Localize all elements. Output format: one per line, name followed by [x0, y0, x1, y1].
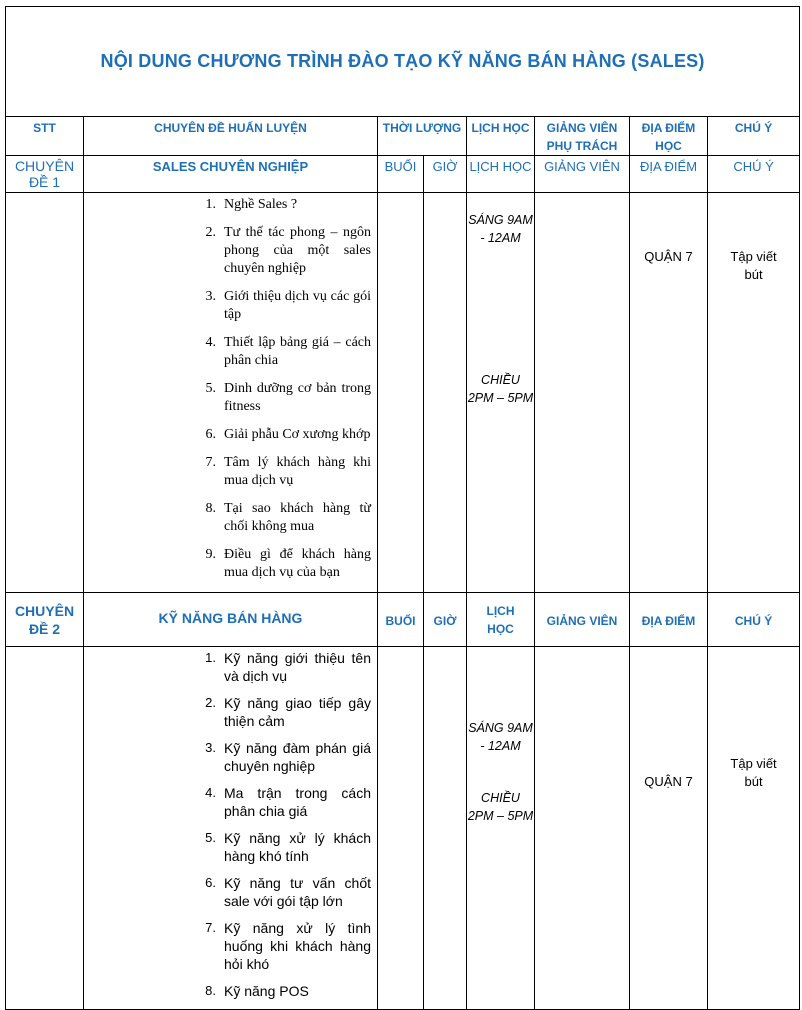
topic-text: Kỹ năng đàm phán giá chuyên nghiệp [224, 740, 371, 774]
module2-trainer: GIẢNG VIÊN [535, 593, 630, 647]
module2-schedule-cell [467, 647, 535, 1010]
topic-text: Điều gì để khách hàng mua dịch vụ của bạn [224, 547, 371, 580]
topic-text: Kỹ năng giao tiếp gây thiện cảm [224, 695, 371, 729]
module2-code: CHUYÊN ĐỀ 2 [6, 593, 84, 647]
topic-text: Kỹ năng xử lý khách hàng khó tính [224, 830, 371, 864]
module2-name: KỸ NĂNG BÁN HÀNG [84, 593, 378, 647]
topic-number: 3. [205, 740, 216, 755]
module1-note: CHÚ Ý [708, 156, 800, 193]
header-topic: CHUYÊN ĐỀ HUẤN LUYỆN [84, 117, 378, 156]
module2-session: BUỔI [378, 593, 424, 647]
module1-afternoon: CHIỀU 2PM – 5PM [467, 373, 534, 405]
module1-schedule: LỊCH HỌC [467, 156, 535, 193]
module2-stt-cell [6, 647, 84, 1010]
topic-number: 1. [205, 650, 216, 665]
topic-item [194, 784, 371, 820]
topic-text: Tại sao khách hàng từ chối không mua [224, 501, 371, 534]
document-title: NỘI DUNG CHƯƠNG TRÌNH ĐÀO TẠO KỸ NĂNG BÁN HÀNG (SALES) [6, 7, 800, 117]
topic-item [194, 874, 371, 910]
topic-number: 2. [205, 225, 216, 240]
topic-item [194, 982, 371, 1000]
topic-item [194, 829, 371, 865]
topic-number: 6. [205, 875, 216, 890]
module1-trainer-cell [535, 193, 630, 593]
module2-session-cell [378, 647, 424, 1010]
module1-topics-cell [84, 193, 378, 593]
topic-item [194, 426, 371, 444]
topic-item [194, 334, 371, 370]
topic-text: Ma trận trong cách phân chia giá [224, 785, 371, 819]
topic-text: Tư thế tác phong – ngôn phong của một sales chuyên nghiệp [224, 225, 371, 276]
topic-number: 8. [205, 501, 216, 516]
module1-note-cell [708, 193, 800, 593]
module1-name: SALES CHUYÊN NGHIỆP [84, 156, 378, 193]
module1-remark: Tập viết bút [730, 249, 777, 282]
header-trainer: GIẢNG VIÊN PHỤ TRÁCH [535, 117, 630, 156]
topic-number: 4. [205, 785, 216, 800]
module2-topic-list [194, 649, 377, 1000]
topic-item [194, 739, 371, 775]
module2-afternoon: CHIỀU 2PM – 5PM [467, 791, 534, 823]
module1-schedule-cell [467, 193, 535, 593]
module2-location-cell [630, 647, 708, 1010]
topic-text: Nghề Sales ? [224, 197, 298, 212]
module1-code: CHUYÊN ĐỀ 1 [6, 156, 84, 193]
module1-header-row [6, 156, 800, 193]
topic-item [194, 649, 371, 685]
header-schedule: LỊCH HỌC [467, 117, 535, 156]
module1-trainer: GIẢNG VIÊN [535, 156, 630, 193]
header-location: ĐỊA ĐIỂM HỌC [630, 117, 708, 156]
module1-location-cell [630, 193, 708, 593]
topic-item [194, 380, 371, 416]
module1-body-row [6, 193, 800, 593]
topic-text: Kỹ năng tư vấn chốt sale với gói tập lớn [224, 875, 371, 909]
module2-morning: SÁNG 9AM - 12AM [468, 721, 533, 753]
topic-item [194, 919, 371, 973]
module2-hour: GIỜ [424, 593, 467, 647]
topic-text: Dinh dưỡng cơ bản trong fitness [224, 381, 371, 414]
module1-venue: QUẬN 7 [644, 249, 693, 264]
topic-number: 9. [205, 547, 216, 562]
topic-number: 1. [205, 197, 216, 212]
training-program-table [5, 6, 800, 1010]
module1-topic-list [194, 196, 377, 582]
topic-number: 3. [205, 289, 216, 304]
module2-hour-cell [424, 647, 467, 1010]
module2-trainer-cell [535, 647, 630, 1010]
topic-number: 7. [205, 920, 216, 935]
topic-text: Kỹ năng xử lý tình huống khi khách hàng hỏi khó [224, 920, 371, 972]
topic-number: 5. [205, 381, 216, 396]
topic-item [194, 196, 371, 214]
header-note: CHÚ Ý [708, 117, 800, 156]
module2-location: ĐỊA ĐIỂM [630, 593, 708, 647]
module1-session: BUỔI [378, 156, 424, 193]
topic-number: 8. [205, 983, 216, 998]
module2-remark: Tập viết bút [730, 756, 777, 789]
topic-item [194, 454, 371, 490]
module2-note-cell [708, 647, 800, 1010]
module2-header-row [6, 593, 800, 647]
topic-number: 7. [205, 455, 216, 470]
topic-text: Kỹ năng giới thiệu tên và dịch vụ [224, 650, 371, 684]
topic-number: 4. [205, 335, 216, 350]
topic-text: Giải phẫu Cơ xương khớp [224, 427, 371, 442]
module1-morning: SÁNG 9AM - 12AM [468, 213, 533, 245]
topic-text: Tâm lý khách hàng khi mua dịch vụ [224, 455, 371, 488]
module1-location: ĐỊA ĐIỂM [630, 156, 708, 193]
module2-note: CHÚ Ý [708, 593, 800, 647]
module1-session-cell [378, 193, 424, 593]
module1-hour: GIỜ [424, 156, 467, 193]
header-duration: THỜI LƯỢNG [378, 117, 467, 156]
topic-item [194, 288, 371, 324]
module2-topics-cell [84, 647, 378, 1010]
module2-body-row [6, 647, 800, 1010]
module1-stt-cell [6, 193, 84, 593]
topic-text: Giới thiệu dịch vụ các gói tập [224, 289, 371, 322]
header-stt: STT [6, 117, 84, 156]
title-row [6, 7, 800, 117]
topic-text: Kỹ năng POS [224, 983, 309, 999]
module2-venue: QUẬN 7 [644, 774, 693, 789]
topic-item [194, 500, 371, 536]
topic-item [194, 546, 371, 582]
topic-number: 5. [205, 830, 216, 845]
topic-number: 2. [205, 695, 216, 710]
header-row [6, 117, 800, 156]
topic-number: 6. [205, 427, 216, 442]
module2-schedule: LỊCH HỌC [467, 593, 535, 647]
topic-item [194, 224, 371, 278]
module1-hour-cell [424, 193, 467, 593]
topic-item [194, 694, 371, 730]
topic-text: Thiết lập bảng giá – cách phân chia [224, 335, 371, 368]
